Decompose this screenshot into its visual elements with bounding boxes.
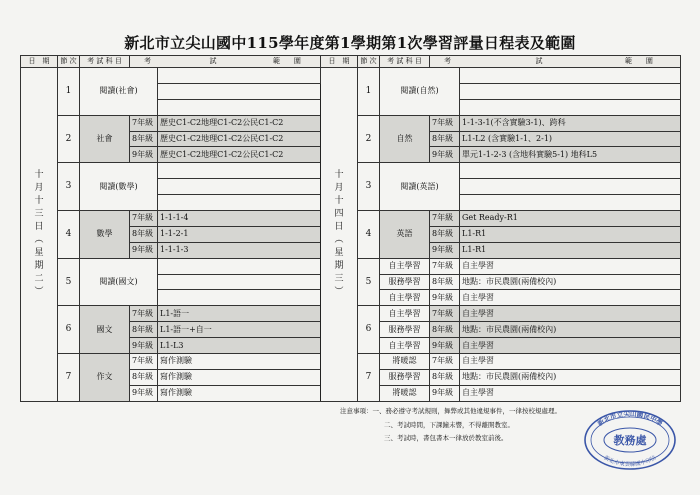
subject-cell: 自主學習 xyxy=(380,338,430,354)
date-cell-day2 xyxy=(321,68,358,402)
header-subject-2: 考 試 科 目 xyxy=(380,56,430,68)
range-cell: 自主學習 xyxy=(460,385,681,401)
header-range-char-3b: 範 圍 xyxy=(624,57,653,65)
date-char: ︵ xyxy=(334,235,344,246)
subject-cell: 英語 xyxy=(380,211,430,259)
range-cell: 自主學習 xyxy=(460,338,681,354)
subject-cell: 閱讀(社會) xyxy=(80,68,158,116)
range-cell: 1-1-1-4 xyxy=(158,211,321,227)
range-cell: L1-R1 xyxy=(460,226,681,242)
date-char: 十 xyxy=(34,196,44,207)
grade-cell: 7年級 xyxy=(430,306,460,322)
grade-cell: 8年級 xyxy=(130,131,158,147)
header-range-2 xyxy=(430,56,681,68)
session-number: 4 xyxy=(358,211,380,259)
subject-cell: 閱讀(英語) xyxy=(380,163,460,211)
grade-cell: 7年級 xyxy=(430,354,460,370)
range-cell: L1-R1 xyxy=(460,242,681,258)
date-char: 月 xyxy=(334,183,344,194)
session-number: 1 xyxy=(58,68,80,116)
date-char: 四 xyxy=(334,209,344,220)
subject-cell: 將暖認 xyxy=(380,354,430,370)
header-date-2: 日 期 xyxy=(321,56,358,68)
session-number: 2 xyxy=(358,115,380,163)
range-cell: 歷史C1-C2地理C1-C2公民C1-C2 xyxy=(158,147,321,163)
range-cell: 寫作測驗 xyxy=(158,369,321,385)
date-cell-day1 xyxy=(21,68,58,402)
range-cell-blank xyxy=(460,68,681,84)
subject-cell: 閱讀(國文) xyxy=(80,258,158,306)
subject-cell: 自主學習 xyxy=(380,290,430,306)
date-char: ︶ xyxy=(334,287,344,298)
date-char: 日 xyxy=(334,222,344,233)
notes xyxy=(340,408,590,449)
range-cell-blank xyxy=(158,179,321,195)
session-number: 7 xyxy=(358,354,380,402)
grade-cell: 7年級 xyxy=(130,115,158,131)
grade-cell: 9年級 xyxy=(430,385,460,401)
range-cell: 單元1-1-2-3 (含地科實驗5-1) 地科L5 xyxy=(460,147,681,163)
date-char: 三 xyxy=(34,209,44,220)
grade-cell: 8年級 xyxy=(430,274,460,290)
grade-cell: 9年級 xyxy=(130,338,158,354)
subject-cell: 自主學習 xyxy=(380,258,430,274)
date-char: 二 xyxy=(34,274,44,285)
grade-cell: 9年級 xyxy=(430,338,460,354)
range-cell-blank xyxy=(460,179,681,195)
session-number: 1 xyxy=(358,68,380,116)
subject-cell: 服務學習 xyxy=(380,274,430,290)
header-date: 日 期 xyxy=(21,56,58,68)
range-cell-blank xyxy=(460,163,681,179)
grade-cell: 7年級 xyxy=(430,258,460,274)
subject-cell: 作文 xyxy=(80,354,130,402)
grade-cell: 7年級 xyxy=(430,115,460,131)
range-cell: 地點：市民農園(兩備校內) xyxy=(460,322,681,338)
academic-affairs-seal xyxy=(582,408,678,472)
session-number: 4 xyxy=(58,211,80,259)
header-subject: 考 試 科 目 xyxy=(80,56,130,68)
header-range-char-1b: 考 xyxy=(444,57,451,65)
subject-cell: 數學 xyxy=(80,211,130,259)
range-cell-blank xyxy=(158,83,321,99)
note-2: 二、考試時間，下課鐘未響，不得離開教室。 xyxy=(384,420,514,429)
date-char: ︶ xyxy=(34,287,44,298)
subject-cell: 社會 xyxy=(80,115,130,163)
subject-cell: 自然 xyxy=(380,115,430,163)
subject-cell: 閱讀(自然) xyxy=(380,68,460,116)
grade-cell: 8年級 xyxy=(130,369,158,385)
date-char: 日 xyxy=(34,222,44,233)
grade-cell: 7年級 xyxy=(430,211,460,227)
date-char: ︵ xyxy=(34,235,44,246)
range-cell: 歷史C1-C2地理C1-C2公民C1-C2 xyxy=(158,131,321,147)
date-char: 期 xyxy=(334,261,344,272)
subject-cell: 閱讀(數學) xyxy=(80,163,158,211)
range-cell-blank xyxy=(158,99,321,115)
svg-text:新北市立尖山國民中學 xyxy=(596,409,665,428)
table-row xyxy=(21,68,681,84)
range-cell: L1-語一 xyxy=(158,306,321,322)
grade-cell: 8年級 xyxy=(430,226,460,242)
date-char: 三 xyxy=(334,274,344,285)
grade-cell: 7年級 xyxy=(130,354,158,370)
range-cell: L1-L3 xyxy=(158,338,321,354)
session-number: 3 xyxy=(358,163,380,211)
grade-cell: 9年級 xyxy=(430,242,460,258)
subject-cell: 自主學習 xyxy=(380,306,430,322)
grade-cell: 9年級 xyxy=(430,147,460,163)
grade-cell: 9年級 xyxy=(130,147,158,163)
grade-cell: 8年級 xyxy=(130,322,158,338)
page-title: 新北市立尖山國中115學年度第1學期第1次學習評量日程表及範圍 xyxy=(124,34,576,52)
date-char: 月 xyxy=(34,183,44,194)
schedule-table xyxy=(20,55,681,402)
range-cell-blank xyxy=(158,195,321,211)
header-range xyxy=(130,56,321,68)
session-number: 5 xyxy=(358,258,380,306)
subject-cell: 服務學習 xyxy=(380,369,430,385)
grade-cell: 9年級 xyxy=(130,385,158,401)
subject-cell: 將暖認 xyxy=(380,385,430,401)
date-char: 十 xyxy=(334,170,344,181)
note-1: 注意事項：一、務必遵守考試規則，舞弊或其他違規事件，一律按校規處理。 xyxy=(340,407,561,415)
date-char: 星 xyxy=(34,248,44,259)
range-cell-blank xyxy=(158,258,321,274)
header-session: 節 次 xyxy=(58,56,80,68)
range-cell: 1-1-1-3 xyxy=(158,242,321,258)
range-cell: 自主學習 xyxy=(460,306,681,322)
range-cell-blank xyxy=(460,195,681,211)
range-cell: 寫作測驗 xyxy=(158,385,321,401)
header-session-2: 節 次 xyxy=(358,56,380,68)
session-number: 6 xyxy=(58,306,80,354)
session-number: 2 xyxy=(58,115,80,163)
grade-cell: 9年級 xyxy=(430,290,460,306)
grade-cell: 8年級 xyxy=(430,322,460,338)
range-cell: 1-1-3-1(不含實驗3-1)、跨科 xyxy=(460,115,681,131)
header-range-char-1: 考 xyxy=(144,57,151,65)
range-cell: 地點：市民農園(兩備校內) xyxy=(460,274,681,290)
grade-cell: 8年級 xyxy=(130,226,158,242)
header-range-char-2b: 試 xyxy=(535,57,543,65)
range-cell-blank xyxy=(158,290,321,306)
date-char: 星 xyxy=(334,248,344,259)
range-cell: 寫作測驗 xyxy=(158,354,321,370)
range-cell-blank xyxy=(460,99,681,115)
date-char: 十 xyxy=(334,196,344,207)
seal-ring-bottom: 新北市東雲縣國中印信 xyxy=(602,455,658,469)
range-cell: 自主學習 xyxy=(460,258,681,274)
date-char: 十 xyxy=(34,170,44,181)
range-cell-blank xyxy=(158,68,321,84)
session-number: 5 xyxy=(58,258,80,306)
subject-cell: 服務學習 xyxy=(380,322,430,338)
session-number: 6 xyxy=(358,306,380,354)
header-range-char-3: 範 圍 xyxy=(272,57,301,65)
range-cell: 地點：市民農園(兩備校內) xyxy=(460,369,681,385)
range-cell: 1-1-2-1 xyxy=(158,226,321,242)
range-cell: 自主學習 xyxy=(460,354,681,370)
session-number: 7 xyxy=(58,354,80,402)
grade-cell: 7年級 xyxy=(130,211,158,227)
session-number: 3 xyxy=(58,163,80,211)
range-cell: L1-L2 (含實驗1-1、2-1) xyxy=(460,131,681,147)
range-cell: L1-語一+自一 xyxy=(158,322,321,338)
grade-cell: 9年級 xyxy=(130,242,158,258)
seal-center-text: 教務處 xyxy=(613,434,647,447)
range-cell: Get Ready-R1 xyxy=(460,211,681,227)
seal-ring-top: 新北市立尖山國民中學 xyxy=(596,409,664,428)
note-3: 三、考試時，書包書本一律放於教室前後。 xyxy=(384,434,508,442)
range-cell-blank xyxy=(158,274,321,290)
date-char: 期 xyxy=(34,261,44,272)
subject-cell: 國文 xyxy=(80,306,130,354)
grade-cell: 7年級 xyxy=(130,306,158,322)
range-cell-blank xyxy=(460,83,681,99)
header-row xyxy=(21,56,681,68)
range-cell: 自主學習 xyxy=(460,290,681,306)
range-cell: 歷史C1-C2地理C1-C2公民C1-C2 xyxy=(158,115,321,131)
range-cell-blank xyxy=(158,163,321,179)
header-range-char-2: 試 xyxy=(209,57,217,65)
grade-cell: 8年級 xyxy=(430,131,460,147)
grade-cell: 8年級 xyxy=(430,369,460,385)
